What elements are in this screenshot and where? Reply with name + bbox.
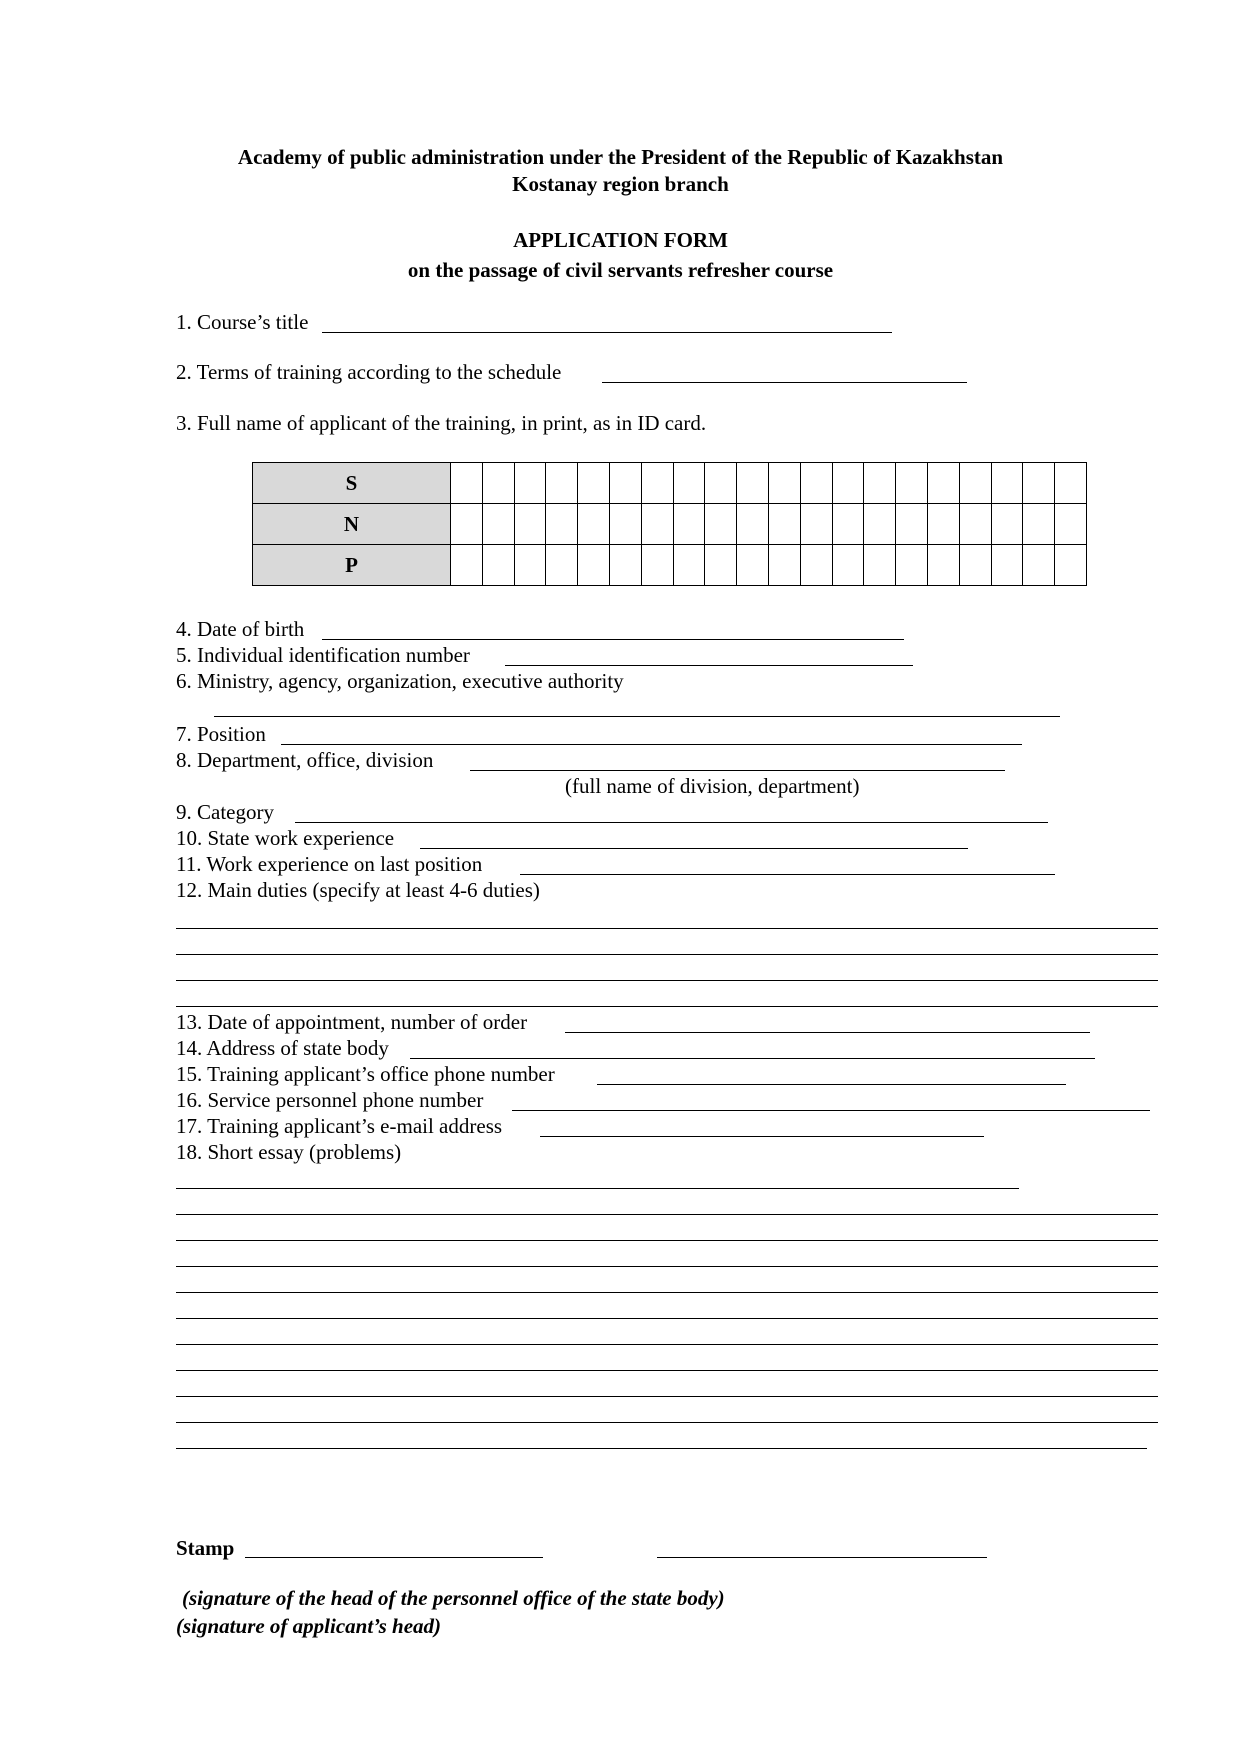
name-cell[interactable] [546, 504, 578, 545]
surname-label: S [253, 463, 451, 504]
name-cell[interactable] [800, 463, 832, 504]
essay-line[interactable] [176, 1370, 1158, 1371]
name-cell[interactable] [800, 504, 832, 545]
appointment-label: 13. Date of appointment, number of order [176, 1010, 528, 1034]
last-exp-line[interactable] [520, 874, 1055, 875]
applicant-head-signature-line[interactable] [657, 1557, 987, 1558]
ministry-line[interactable] [214, 716, 1060, 717]
name-cell[interactable] [991, 545, 1023, 586]
iin-line[interactable] [505, 665, 913, 666]
duties-line[interactable] [176, 954, 1158, 955]
position-label: 7. Position [176, 722, 266, 746]
name-cell[interactable] [768, 504, 800, 545]
name-cell[interactable] [832, 545, 864, 586]
name-cell[interactable] [737, 504, 769, 545]
name-cell[interactable] [609, 463, 641, 504]
name-cell[interactable] [896, 545, 928, 586]
terms-label: 2. Terms of training according to the schedule [176, 360, 562, 384]
name-cell[interactable] [482, 504, 514, 545]
name-cell[interactable] [896, 504, 928, 545]
name-cell[interactable] [482, 545, 514, 586]
name-cell[interactable] [864, 504, 896, 545]
name-cell[interactable] [800, 545, 832, 586]
name-cell[interactable] [705, 545, 737, 586]
name-cell[interactable] [864, 545, 896, 586]
name-cell[interactable] [832, 463, 864, 504]
duties-line[interactable] [176, 1006, 1158, 1007]
name-cell[interactable] [641, 463, 673, 504]
name-cell[interactable] [641, 545, 673, 586]
form-title: APPLICATION FORM [513, 228, 728, 252]
essay-line[interactable] [176, 1292, 1158, 1293]
name-cell[interactable] [673, 504, 705, 545]
department-label: 8. Department, office, division [176, 748, 434, 772]
email-label: 17. Training applicant’s e-mail address [176, 1114, 503, 1138]
department-hint: (full name of division, department) [565, 774, 860, 798]
first-name-label: N [253, 504, 451, 545]
duties-line[interactable] [176, 928, 1158, 929]
essay-line[interactable] [176, 1240, 1158, 1241]
name-cell[interactable] [673, 463, 705, 504]
head-personnel-signature-caption: (signature of the head of the personnel office of the state body) [182, 1586, 725, 1610]
birth-label: 4. Date of birth [176, 617, 305, 641]
office-phone-line[interactable] [597, 1084, 1066, 1085]
name-grid-row-surname [253, 463, 1087, 504]
name-cell[interactable] [1055, 504, 1087, 545]
duties-line[interactable] [176, 980, 1158, 981]
address-line[interactable] [410, 1058, 1095, 1059]
stamp-signature-line[interactable] [245, 1557, 543, 1558]
name-cell[interactable] [546, 463, 578, 504]
terms-line[interactable] [602, 382, 967, 383]
name-cell[interactable] [451, 463, 483, 504]
name-cell[interactable] [546, 545, 578, 586]
address-label: 14. Address of state body [176, 1036, 389, 1060]
name-cell[interactable] [578, 545, 610, 586]
personnel-phone-label: 16. Service personnel phone number [176, 1088, 484, 1112]
patronymic-label: P [253, 545, 451, 586]
position-line[interactable] [281, 744, 1022, 745]
course-title-line[interactable] [322, 332, 892, 333]
name-cell[interactable] [927, 545, 959, 586]
course-title-label: 1. Course’s title [176, 310, 309, 334]
form-subtitle: on the passage of civil servants refresher course [407, 258, 834, 282]
name-cell[interactable] [737, 545, 769, 586]
name-cell[interactable] [991, 504, 1023, 545]
name-cell[interactable] [1055, 463, 1087, 504]
name-cell[interactable] [768, 463, 800, 504]
name-cell[interactable] [864, 463, 896, 504]
name-cell[interactable] [768, 545, 800, 586]
name-cell[interactable] [578, 463, 610, 504]
name-cell[interactable] [959, 545, 991, 586]
name-cell[interactable] [705, 463, 737, 504]
name-cell[interactable] [641, 504, 673, 545]
essay-line[interactable] [176, 1214, 1158, 1215]
last-exp-label: 11. Work experience on last position [176, 852, 483, 876]
essay-line[interactable] [176, 1396, 1158, 1397]
name-cell[interactable] [1023, 463, 1055, 504]
name-cell[interactable] [451, 545, 483, 586]
state-exp-label: 10. State work experience [176, 826, 395, 850]
state-exp-line[interactable] [420, 848, 968, 849]
stamp-label: Stamp [176, 1536, 235, 1560]
category-label: 9. Category [176, 800, 274, 824]
name-grid-row-patronymic [253, 545, 1087, 586]
name-grid-row-name [253, 504, 1087, 545]
name-cell[interactable] [959, 463, 991, 504]
name-cell[interactable] [705, 504, 737, 545]
name-cell[interactable] [578, 504, 610, 545]
name-cell[interactable] [514, 463, 546, 504]
duties-label: 12. Main duties (specify at least 4-6 duties) [176, 878, 540, 902]
essay-label: 18. Short essay (problems) [176, 1140, 402, 1164]
name-cell[interactable] [451, 504, 483, 545]
name-cell[interactable] [991, 463, 1023, 504]
name-cell[interactable] [737, 463, 769, 504]
name-cell[interactable] [927, 504, 959, 545]
name-cell[interactable] [482, 463, 514, 504]
essay-line[interactable] [176, 1188, 1019, 1189]
institution-name: Academy of public administration under the President of the Republic of Kazakhstan [237, 145, 1004, 169]
iin-label: 5. Individual identification number [176, 643, 470, 667]
essay-line[interactable] [176, 1318, 1158, 1319]
name-cell[interactable] [896, 463, 928, 504]
birth-line[interactable] [322, 639, 904, 640]
name-grid [252, 462, 1087, 586]
office-phone-label: 15. Training applicant’s office phone number [176, 1062, 555, 1086]
ministry-label: 6. Ministry, agency, organization, executive authority [176, 669, 624, 693]
branch-name: Kostanay region branch [512, 172, 729, 196]
personnel-phone-line[interactable] [512, 1110, 1150, 1111]
name-cell[interactable] [673, 545, 705, 586]
department-line[interactable] [470, 770, 1005, 771]
appointment-line[interactable] [565, 1032, 1090, 1033]
essay-line[interactable] [176, 1448, 1147, 1449]
name-cell[interactable] [1055, 545, 1087, 586]
full-name-label: 3. Full name of applicant of the training, in print, as in ID card. [176, 411, 707, 435]
name-cell[interactable] [832, 504, 864, 545]
name-cell[interactable] [1023, 545, 1055, 586]
name-cell[interactable] [959, 504, 991, 545]
name-cell[interactable] [514, 545, 546, 586]
name-cell[interactable] [609, 545, 641, 586]
email-line[interactable] [540, 1136, 984, 1137]
name-cell[interactable] [609, 504, 641, 545]
essay-line[interactable] [176, 1344, 1158, 1345]
name-cell[interactable] [927, 463, 959, 504]
category-line[interactable] [295, 822, 1048, 823]
essay-line[interactable] [176, 1422, 1158, 1423]
essay-line[interactable] [176, 1266, 1158, 1267]
name-cell[interactable] [1023, 504, 1055, 545]
applicant-head-signature-caption: (signature of applicant’s head) [176, 1614, 442, 1638]
name-cell[interactable] [514, 504, 546, 545]
